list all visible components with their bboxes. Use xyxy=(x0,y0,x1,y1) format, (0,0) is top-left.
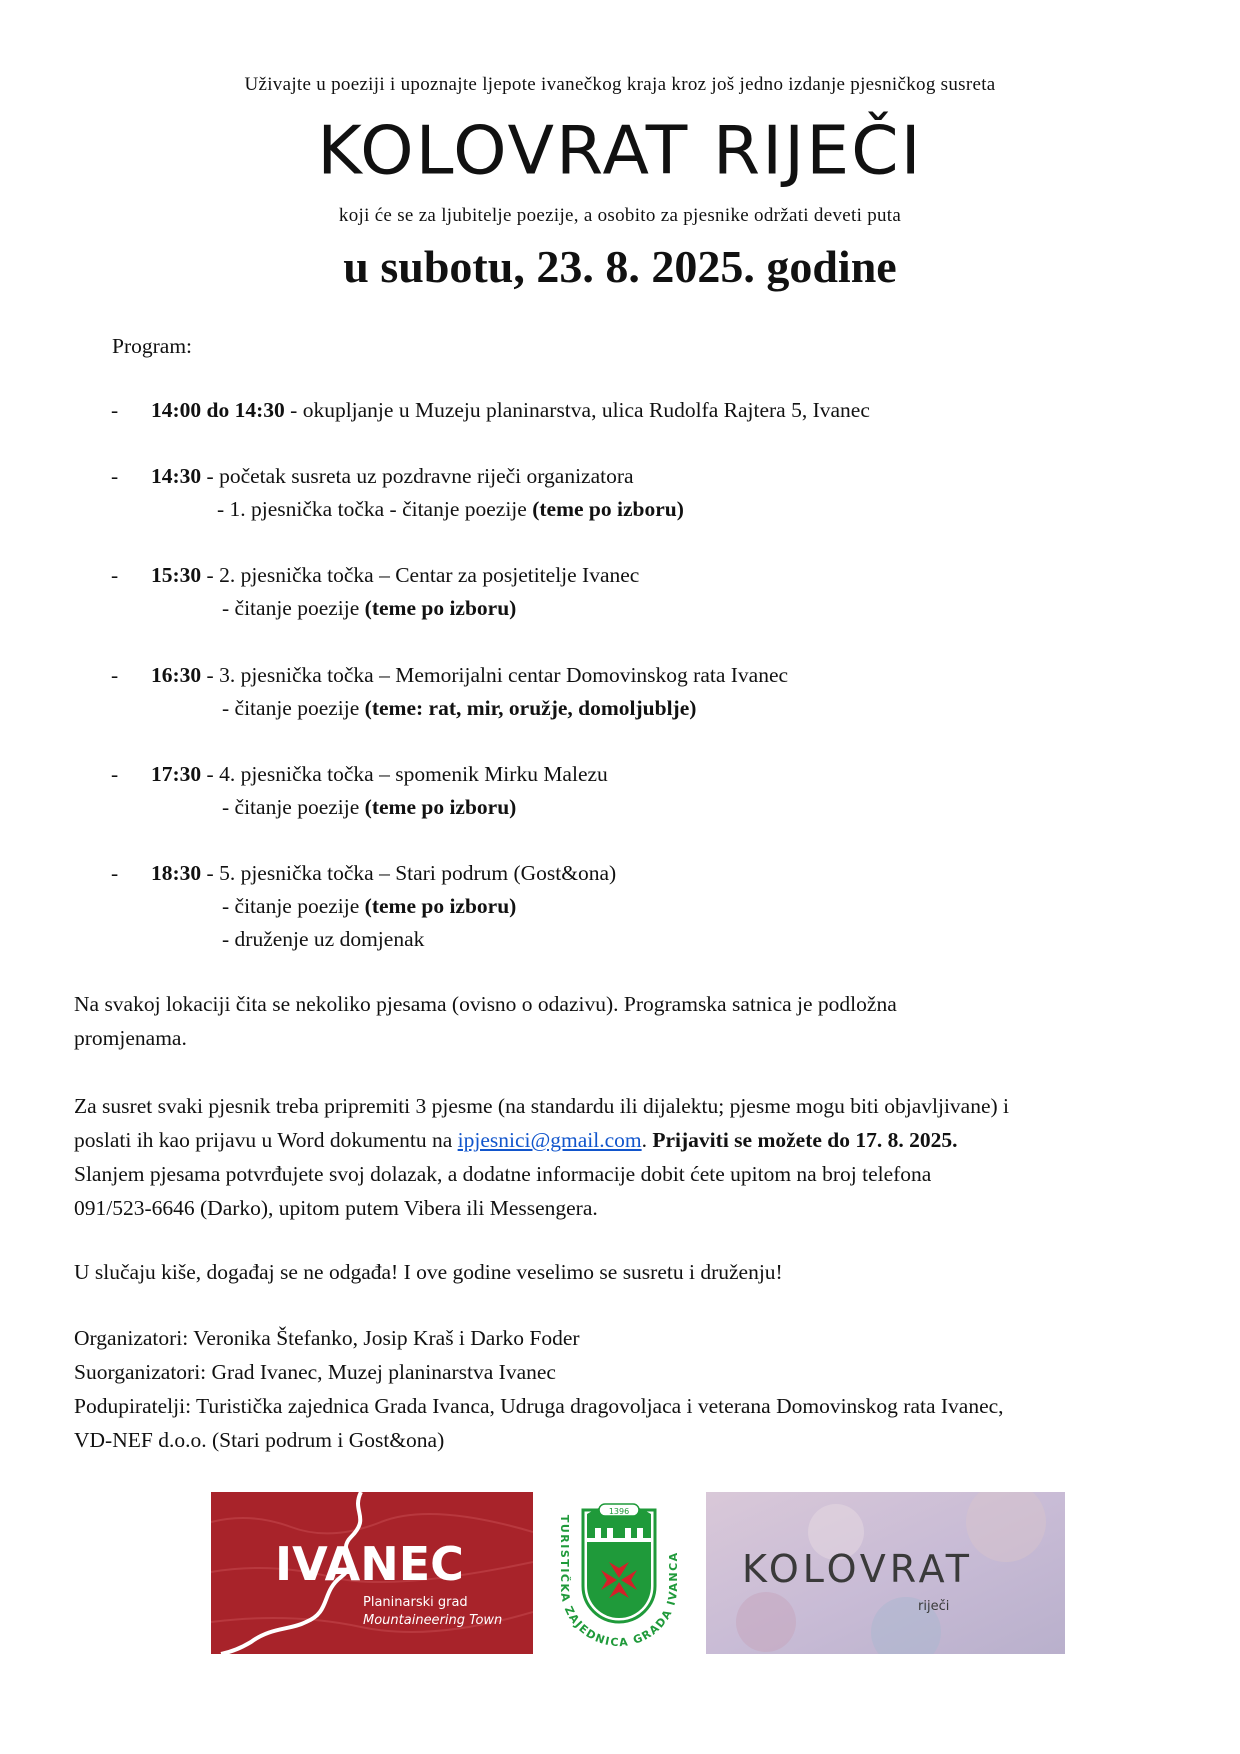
info-text: . xyxy=(641,1128,653,1152)
program-theme: (teme po izboru) xyxy=(364,795,517,819)
program-subline-text: - čitanje poezije xyxy=(222,696,365,720)
tz-arc-text: TURISTIČKA ZAJEDNICA GRADA IVANCA xyxy=(557,1514,681,1650)
program-subline-text: - čitanje poezije xyxy=(222,894,365,918)
program-description: - 3. pjesnička točka – Memorijalni centar Domovinskog rata Ivanec xyxy=(201,663,789,687)
program-subline-text: - čitanje poezije xyxy=(222,795,365,819)
program-item xyxy=(151,658,788,692)
info-line: Slanjem pjesama potvrđujete svoj dolazak, a dodatne informacije dobit ćete upitom na broj telefona xyxy=(74,1162,932,1186)
info-paragraph-1 xyxy=(74,987,1174,1055)
ivanec-logo-graphic xyxy=(211,1492,533,1654)
supporters-cont: VD-NEF d.o.o. (Stari podrum i Gost&ona) xyxy=(74,1428,445,1452)
program-subline xyxy=(217,492,684,526)
ivanec-line2: Mountaineering Town xyxy=(363,1613,503,1628)
program-description: - okupljanje u Muzeju planinarstva, ulica Rudolfa Rajtera 5, Ivanec xyxy=(284,398,870,422)
info-text: poslati ih kao prijavu u Word dokumentu na xyxy=(74,1128,458,1152)
program-description: - 5. pjesnička točka – Stari podrum (Gost&ona) xyxy=(201,861,617,885)
program-description: - 4. pjesnička točka – spomenik Mirku Malezu xyxy=(201,762,608,786)
program-time: 17:30 xyxy=(151,762,202,786)
program-dash: - xyxy=(111,762,119,786)
email-link[interactable]: ipjesnici@gmail.com xyxy=(457,1128,642,1152)
ivanec-logo xyxy=(211,1492,533,1654)
program-time: 18:30 xyxy=(151,861,202,885)
program-subline-text: - čitanje poezije xyxy=(222,596,365,620)
event-date: u subotu, 23. 8. 2025. godine xyxy=(343,241,897,292)
program-time: 15:30 xyxy=(151,563,202,587)
program-dash: - xyxy=(111,663,119,687)
program-description: - početak susreta uz pozdravne riječi organizatora xyxy=(201,464,634,488)
subtitle-text: koji će se za ljubitelje poezije, a osobito za pjesnike održati deveti puta xyxy=(338,205,902,226)
organizers: Organizatori: Veronika Štefanko, Josip Kraš i Darko Foder xyxy=(74,1326,580,1350)
program-item xyxy=(151,459,634,493)
tz-logo-graphic xyxy=(549,1488,689,1658)
program-dash: - xyxy=(111,464,119,488)
program-theme: (teme: rat, mir, oružje, domoljublje) xyxy=(364,696,697,720)
program-subline xyxy=(222,889,516,923)
info-line: 091/523-6646 (Darko), upitom putem Vibera ili Messengera. xyxy=(74,1196,598,1220)
supporters: Podupiratelji: Turistička zajednica Grada Ivanca, Udruga dragovoljaca i veterana Domovinskog rata Ivanec, xyxy=(74,1394,1004,1418)
kolovrat-logo-graphic xyxy=(706,1492,1065,1654)
program-description: - 2. pjesnička točka – Centar za posjetitelje Ivanec xyxy=(201,563,640,587)
program-item xyxy=(151,393,870,427)
info-line: Za susret svaki pjesnik treba pripremiti 3 pjesme (na standardu ili dijalektu; pjesme mogu biti objavljivane) i xyxy=(74,1094,1010,1118)
ivanec-name: IVANEC xyxy=(275,1537,464,1591)
event-title: KOLOVRAT RIJEČI xyxy=(317,112,923,191)
intro-text: Uživajte u poeziji i upoznajte ljepote ivanečkog kraja kroz još jedno izdanje pjesničkog susreta xyxy=(244,74,996,95)
program-subline: - druženje uz domjenak xyxy=(222,927,425,951)
kolovrat-name: KOLOVRAT xyxy=(742,1547,973,1591)
program-label: Program: xyxy=(112,334,193,358)
tz-logo xyxy=(549,1488,689,1658)
program-item xyxy=(151,757,608,791)
program-subline xyxy=(222,691,696,725)
program-time: 16:30 xyxy=(151,663,202,687)
program-subline xyxy=(222,790,516,824)
program-theme: (teme po izboru) xyxy=(364,596,517,620)
info-line: promjenama. xyxy=(74,1026,187,1050)
program-theme: (teme po izboru) xyxy=(532,497,684,521)
ivanec-line1: Planinarski grad xyxy=(363,1595,468,1610)
deadline-text: Prijaviti se možete do 17. 8. 2025. xyxy=(652,1128,958,1152)
program-dash: - xyxy=(111,398,119,422)
program-dash: - xyxy=(111,563,119,587)
program-subline-text: - 1. pjesnička točka - čitanje poezije xyxy=(217,497,533,521)
kolovrat-sub: riječi xyxy=(918,1599,950,1614)
rain-notice: U slučaju kiše, događaj se ne odgađa! I ove godine veselimo se susretu i druženju! xyxy=(74,1260,783,1284)
program-time: 14:30 xyxy=(151,464,202,488)
info-line xyxy=(74,1123,1174,1157)
program-time: 14:00 do 14:30 xyxy=(151,398,285,422)
info-line: Na svakoj lokaciji čita se nekoliko pjesama (ovisno o odazivu). Programska satnica je podložna xyxy=(74,992,897,1016)
program-item xyxy=(151,558,639,592)
program-dash: - xyxy=(111,861,119,885)
tz-year: 1396 xyxy=(608,1507,630,1516)
co-organizers: Suorganizatori: Grad Ivanec, Muzej planinarstva Ivanec xyxy=(74,1360,556,1384)
program-subline xyxy=(222,591,516,625)
program-item xyxy=(151,856,616,890)
credits xyxy=(74,1321,1174,1457)
kolovrat-logo xyxy=(706,1492,1065,1654)
info-paragraph-2 xyxy=(74,1089,1174,1225)
program-theme: (teme po izboru) xyxy=(364,894,517,918)
